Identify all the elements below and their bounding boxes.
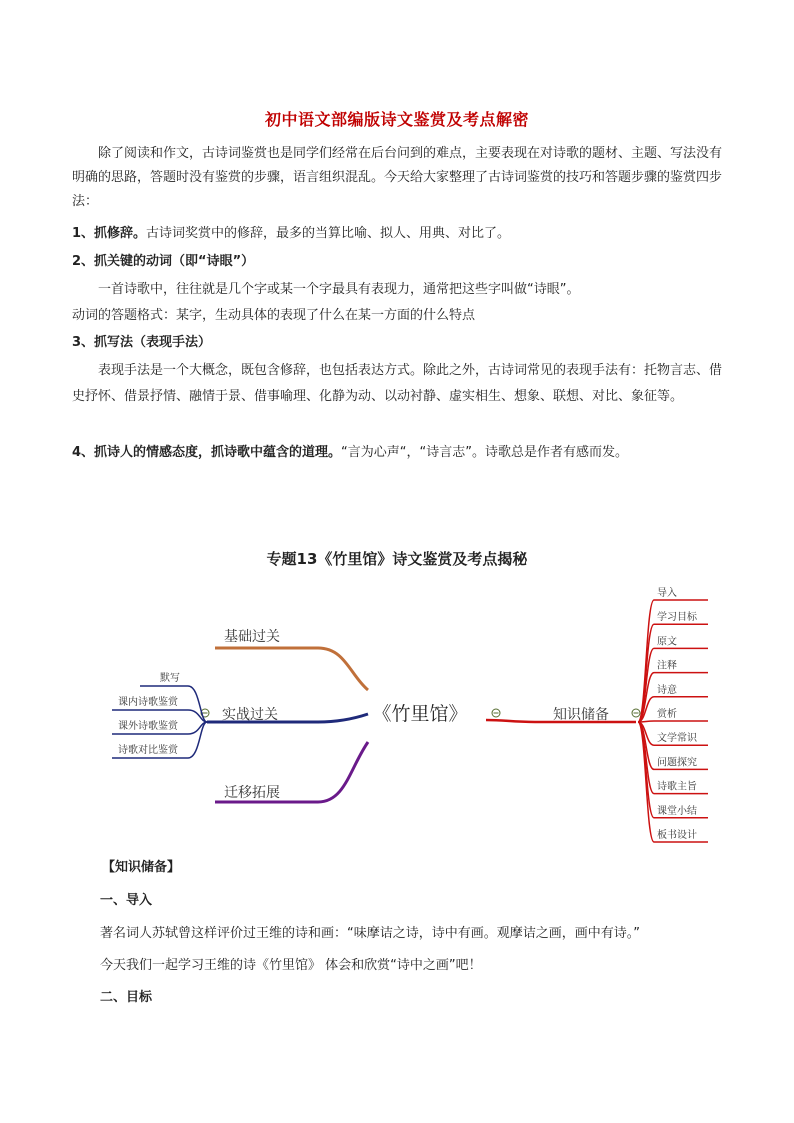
branch-extend: 迁移拓展 <box>224 785 280 801</box>
practice-item-1: 默写 <box>160 673 180 684</box>
mindmap-center: 《竹里馆》 <box>372 703 468 725</box>
knowledge-item-10: 课堂小结 <box>657 805 697 817</box>
section-label: 【知识储备】 <box>102 860 181 875</box>
point-1-text: 古诗词奖赏中的修辞，最多的当算比喻、拟人、用典、对比了。 <box>146 226 511 241</box>
section-heading-1: 一、导入 <box>100 893 153 908</box>
knowledge-item-11: 板书设计 <box>657 830 697 841</box>
knowledge-item-5: 诗意 <box>657 684 677 696</box>
branch-basic-line <box>215 648 368 690</box>
branch-practice: 实战过关 <box>222 707 278 723</box>
topic-subtitle: 专题13《竹里馆》诗文鉴赏及考点揭秘 <box>266 550 528 568</box>
knowledge-item-6: 赏析 <box>657 709 677 720</box>
knowledge-item-8: 问题探究 <box>657 757 697 769</box>
section-heading-2: 二、目标 <box>100 990 153 1005</box>
point-1 <box>72 222 728 246</box>
document-title: 初中语文部编版诗文鉴赏及考点解密 <box>264 110 529 129</box>
point-1-heading: 1、抓修辞。 <box>72 226 147 241</box>
point-4-text: “言为心声“，“诗言志”。诗歌总是作者有感而发。 <box>341 445 628 460</box>
knowledge-item-line <box>638 721 708 722</box>
knowledge-item-2: 学习目标 <box>657 612 697 624</box>
knowledge-item-1: 导入 <box>657 588 677 599</box>
practice-item-2: 课内诗歌鉴赏 <box>118 697 178 708</box>
point-4 <box>72 441 728 465</box>
knowledge-item-9: 诗歌主旨 <box>657 781 697 793</box>
knowledge-item-4: 注释 <box>657 660 677 672</box>
practice-item-4: 诗歌对比鉴赏 <box>118 745 178 756</box>
branch-knowledge: 知识储备 <box>553 707 609 723</box>
section-text-1: 著名词人苏轼曾这样评价过王维的诗和画：“味摩诘之诗，诗中有画。观摩诘之画，画中有诗。” <box>100 926 640 941</box>
branch-basic: 基础过关 <box>224 629 280 645</box>
knowledge-item-7: 文学常识 <box>657 733 697 745</box>
knowledge-item-3: 原文 <box>657 636 677 648</box>
intro-paragraph: 除了阅读和作文，古诗词鉴赏也是同学们经常在后台问到的难点，主要表现在对诗歌的题材、主题、写法没有明确的思路，答题时没有鉴赏的步骤，语言组织混乱。今天给大家整理了古诗词鉴赏的技巧和答题步骤的鉴赏四步法： <box>72 146 723 209</box>
point-3-heading: 3、抓写法（表现手法） <box>72 335 212 350</box>
point-2-heading: 2、抓关键的动词（即“诗眼”） <box>72 254 255 269</box>
point-2-text: 一首诗歌中，往往就是几个字或某一个字最具有表现力，通常把这些字叫做“诗眼”。 <box>98 282 580 297</box>
mind-map <box>0 580 794 850</box>
point-2-format: 动词的答题格式：某字，生动具体的表现了什么在某一方面的什么特点 <box>72 308 476 323</box>
point-4-heading: 4、抓诗人的情感态度，抓诗歌中蕴含的道理。 <box>72 445 342 460</box>
practice-item-3: 课外诗歌鉴赏 <box>118 721 178 732</box>
section-text-2: 今天我们一起学习王维的诗《竹里馆》 体会和欣赏“诗中之画”吧！ <box>100 958 482 973</box>
point-3-text: 表现手法是一个大概念，既包含修辞，也包括表达方式。除此之外，古诗词常见的表现手法有：托物言志、借史抒怀、借景抒情、融情于景、借事喻理、化静为动、以动衬静、虚实相生、想象、联想、对比、象征等。 <box>72 363 723 404</box>
